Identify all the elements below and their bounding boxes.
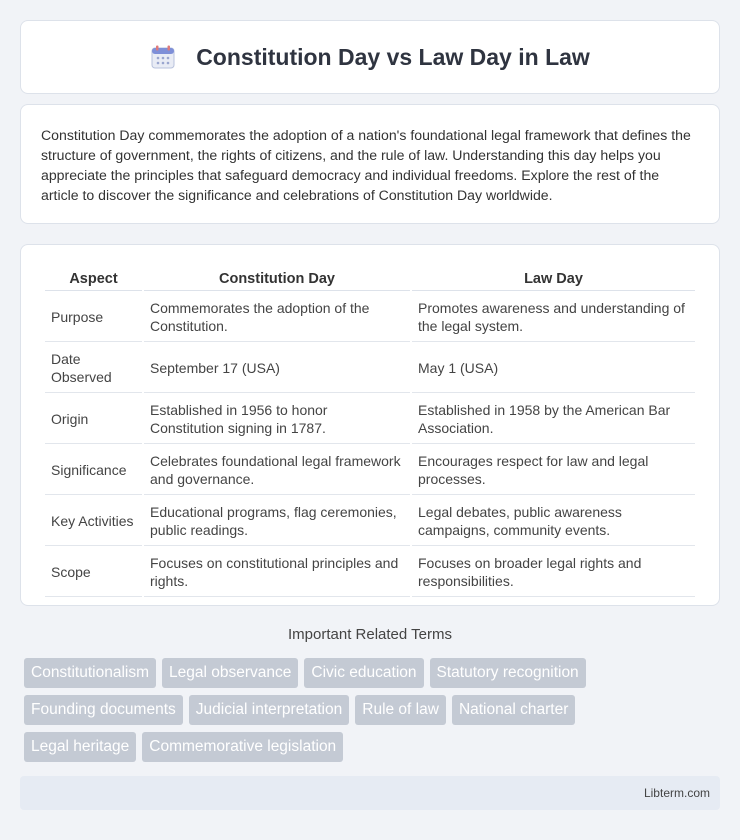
related-term-tag[interactable]: Constitutionalism — [24, 658, 156, 688]
related-term-tag[interactable]: Rule of law — [355, 695, 446, 725]
table-cell: Date Observed — [45, 344, 142, 393]
tag-row — [24, 732, 724, 762]
table-cell: Key Activities — [45, 497, 142, 546]
page-title: Constitution Day vs Law Day in Law — [196, 43, 590, 70]
related-term-tag[interactable]: National charter — [452, 695, 575, 725]
table-cell: Purpose — [45, 293, 142, 342]
comparison-table — [43, 265, 697, 599]
table-cell: Legal debates, public awareness campaigns, community events. — [412, 497, 695, 546]
related-term-tag[interactable]: Commemorative legislation — [142, 732, 343, 762]
table-cell: Promotes awareness and understanding of the legal system. — [412, 293, 695, 342]
table-cell: Focuses on broader legal rights and responsibilities. — [412, 548, 695, 597]
footer — [20, 776, 720, 810]
table-row — [45, 497, 695, 546]
table-row — [45, 395, 695, 444]
column-header: Constitution Day — [144, 267, 410, 291]
table-header-row — [45, 267, 695, 291]
tag-row — [24, 658, 724, 688]
table-cell: Educational programs, flag ceremonies, public readings. — [144, 497, 410, 546]
intro-text: Constitution Day commemorates the adoption of a nation's foundational legal framework that defines the structure of government, the rights of citizens, and the rule of law. Understanding this day helps you appreciate the principles that safeguard democracy and individual freedoms. Explore the rest of the article to discover the significance and celebrations of Constitution Day worldwide. — [41, 127, 691, 203]
table-cell: Established in 1958 by the American Bar Association. — [412, 395, 695, 444]
table-cell: Scope — [45, 548, 142, 597]
column-header: Law Day — [412, 267, 695, 291]
related-terms-title: Important Related Terms — [288, 626, 452, 643]
table-row — [45, 293, 695, 342]
column-header: Aspect — [45, 267, 142, 291]
footer-site-link[interactable]: Libterm.com — [643, 786, 710, 800]
table-row — [45, 446, 695, 495]
related-term-tag[interactable]: Statutory recognition — [430, 658, 586, 688]
related-term-tag[interactable]: Civic education — [304, 658, 423, 688]
related-term-tag[interactable]: Legal heritage — [24, 732, 136, 762]
related-term-tag[interactable]: Legal observance — [162, 658, 298, 688]
table-cell: Focuses on constitutional principles and rights. — [144, 548, 410, 597]
table-cell: Origin — [45, 395, 142, 444]
table-cell: Celebrates foundational legal framework and governance. — [144, 446, 410, 495]
table-row — [45, 548, 695, 597]
related-term-tag[interactable]: Founding documents — [24, 695, 183, 725]
table-cell: Encourages respect for law and legal processes. — [412, 446, 695, 495]
intro-card — [20, 104, 720, 224]
tag-row — [24, 695, 724, 725]
table-cell: May 1 (USA) — [412, 344, 695, 393]
related-term-tag[interactable]: Judicial interpretation — [189, 695, 349, 725]
table-row — [45, 344, 695, 393]
comparison-table-card — [20, 244, 720, 606]
table-cell: September 17 (USA) — [144, 344, 410, 393]
table-cell: Significance — [45, 446, 142, 495]
table-cell: Established in 1956 to honor Constitution signing in 1787. — [144, 395, 410, 444]
calendar-icon — [150, 44, 176, 70]
table-cell: Commemorates the adoption of the Constitution. — [144, 293, 410, 342]
related-terms-list — [24, 658, 724, 769]
header-card — [20, 20, 720, 94]
